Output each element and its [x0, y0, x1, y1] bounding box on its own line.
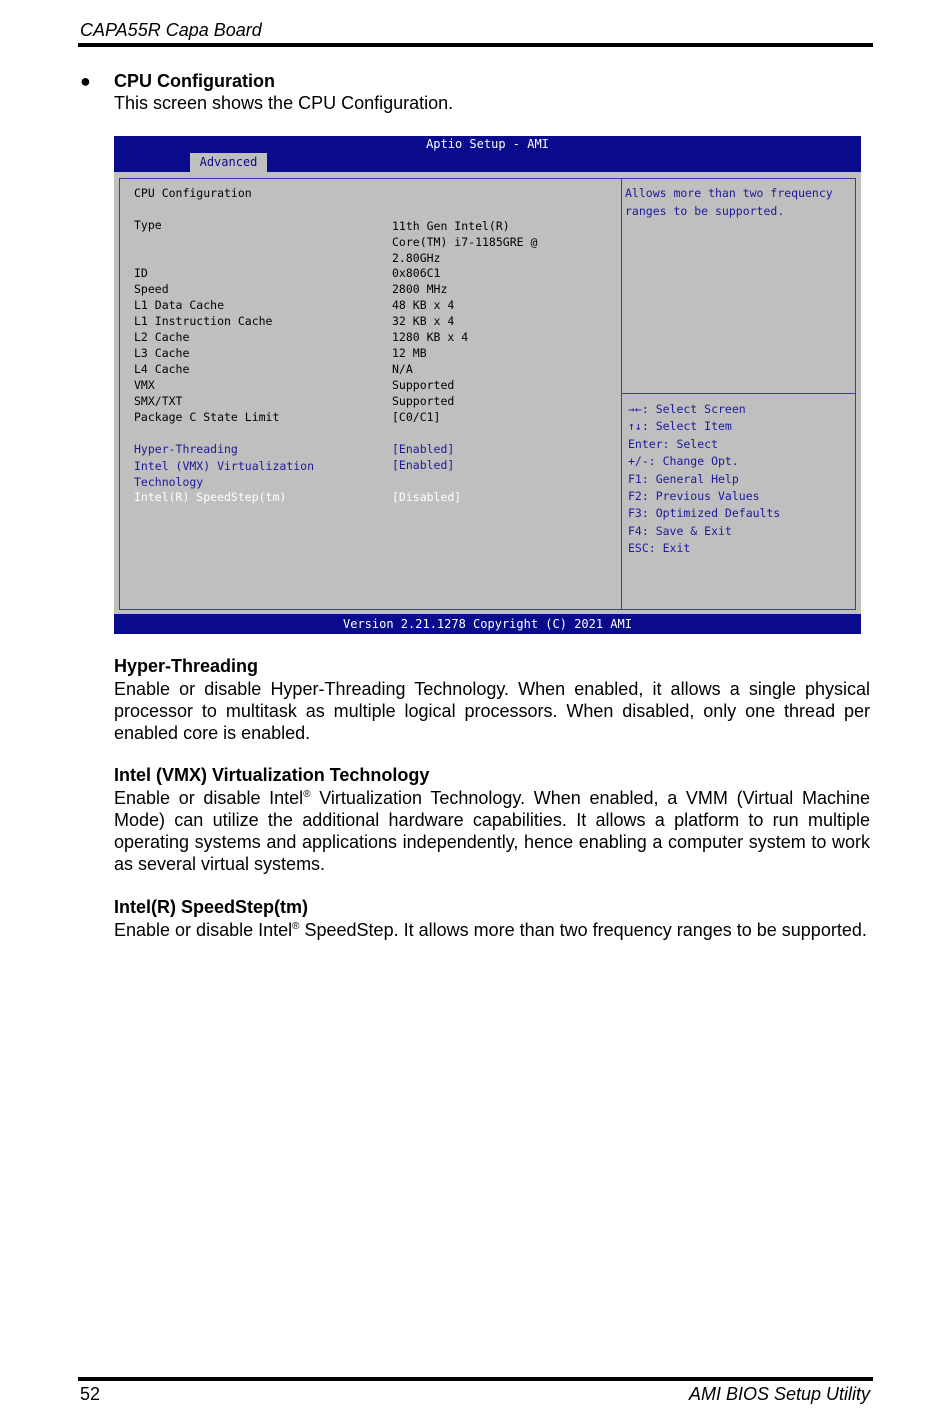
key-hint: ↑↓: Select Item: [628, 419, 732, 434]
desc-text: Enable or disable Intel: [114, 920, 293, 940]
running-header: CAPA55R Capa Board: [80, 20, 262, 40]
bios-row-label: Type: [134, 218, 162, 232]
bios-option-value[interactable]: [Enabled]: [392, 442, 455, 456]
key-hint: →←: Select Screen: [628, 402, 746, 416]
bios-row-label: L1 Instruction Cache: [134, 314, 273, 328]
key-hint: Enter: Select: [628, 436, 719, 451]
bios-row-value: Supported: [392, 378, 455, 392]
bios-option-hyper-threading[interactable]: Hyper-Threading: [134, 442, 238, 456]
bios-heading: CPU Configuration: [134, 186, 252, 200]
bios-window-title: Aptio Setup - AMI: [426, 137, 549, 151]
bios-row-value: 48 KB x 4: [392, 298, 455, 312]
bios-option-value[interactable]: [Disabled]: [392, 490, 462, 504]
bios-row-label: L4 Cache: [134, 362, 190, 376]
bios-vertical-divider: [621, 178, 622, 610]
bios-key-legend: [628, 401, 780, 558]
bios-row-label: L1 Data Cache: [134, 298, 225, 312]
key-hint: F4: Save & Exit: [628, 523, 732, 538]
bios-row-label: L3 Cache: [134, 346, 190, 360]
bios-row-value: N/A: [392, 362, 413, 376]
desc-text: Enable or disable Intel: [114, 788, 304, 808]
running-footer: AMI BIOS Setup Utility: [688, 1384, 870, 1404]
bios-row-value: 1280 KB x 4: [392, 330, 469, 344]
bios-row-value: Supported: [392, 394, 455, 408]
bios-help-text: Allows more than two frequency ranges to be supported.: [625, 186, 833, 218]
item-desc-hyper-threading: Enable or disable Hyper-Threading Technology. When enabled, it allows a single physical processor to multitask as multiple logical processors. When disabled, only one thread per enabled core is enabled.: [114, 679, 870, 743]
bios-version-bar: Version 2.21.1278 Copyright (C) 2021 AMI: [114, 614, 861, 634]
key-hint: ESC: Exit: [628, 541, 691, 556]
bios-help-divider: [622, 393, 855, 394]
key-hint: F1: General Help: [628, 471, 739, 486]
item-title-hyper-threading: Hyper-Threading: [114, 656, 259, 676]
bios-row-label: Speed: [134, 282, 169, 296]
bios-row-value: 11th Gen Intel(R) Core(TM) i7-1185GRE @ 2.80GHz: [392, 219, 538, 265]
bios-row-value: 32 KB x 4: [392, 314, 455, 328]
bios-screenshot: [114, 136, 861, 634]
footer-rule: [78, 1377, 873, 1381]
key-hint: F3: Optimized Defaults: [628, 506, 781, 521]
registered-mark: ®: [292, 921, 300, 932]
bios-row-value: 0x806C1: [392, 266, 441, 280]
bios-row-label: ID: [134, 266, 148, 280]
desc-text: SpeedStep. It allows more than two frequency ranges to be supported.: [299, 920, 867, 940]
bios-option-value[interactable]: [Enabled]: [392, 458, 455, 472]
section-bullet: ●: [80, 71, 91, 91]
bios-option-speedstep[interactable]: Intel(R) SpeedStep(tm): [134, 490, 287, 504]
bios-row-label: Package C State Limit: [134, 410, 280, 424]
section-subtitle: This screen shows the CPU Configuration.: [114, 93, 454, 113]
bios-tab-advanced[interactable]: Advanced: [190, 153, 267, 172]
bios-row-value: [C0/C1]: [392, 410, 441, 424]
registered-mark: ®: [303, 789, 311, 800]
bios-row-label: VMX: [134, 378, 155, 392]
page-number: 52: [80, 1384, 101, 1404]
desc-text: Virtualization Technology. When enabled, a VMM (Virtual Machine Mode) can utilize the additional hardware capabilities. It allows a platform to run multiple operating systems and applications independently, hence enabling a computer system to work as several virtual systems.: [114, 788, 870, 874]
bios-row-value: 12 MB: [392, 346, 427, 360]
item-desc-speedstep: [114, 919, 870, 941]
section-title: CPU Configuration: [114, 71, 275, 91]
bios-option-vmx[interactable]: Intel (VMX) Virtualization Technology: [134, 459, 315, 489]
item-title-vmx: Intel (VMX) Virtualization Technology: [114, 765, 430, 785]
bios-row-value: 2800 MHz: [392, 282, 448, 296]
bios-row-label: L2 Cache: [134, 330, 190, 344]
bios-row-label: SMX/TXT: [134, 394, 183, 408]
header-rule: [78, 43, 873, 47]
item-title-speedstep: Intel(R) SpeedStep(tm): [114, 897, 309, 917]
item-desc-vmx: [114, 787, 870, 875]
key-hint: F2: Previous Values: [628, 489, 760, 504]
key-hint: +/-: Change Opt.: [628, 454, 739, 469]
